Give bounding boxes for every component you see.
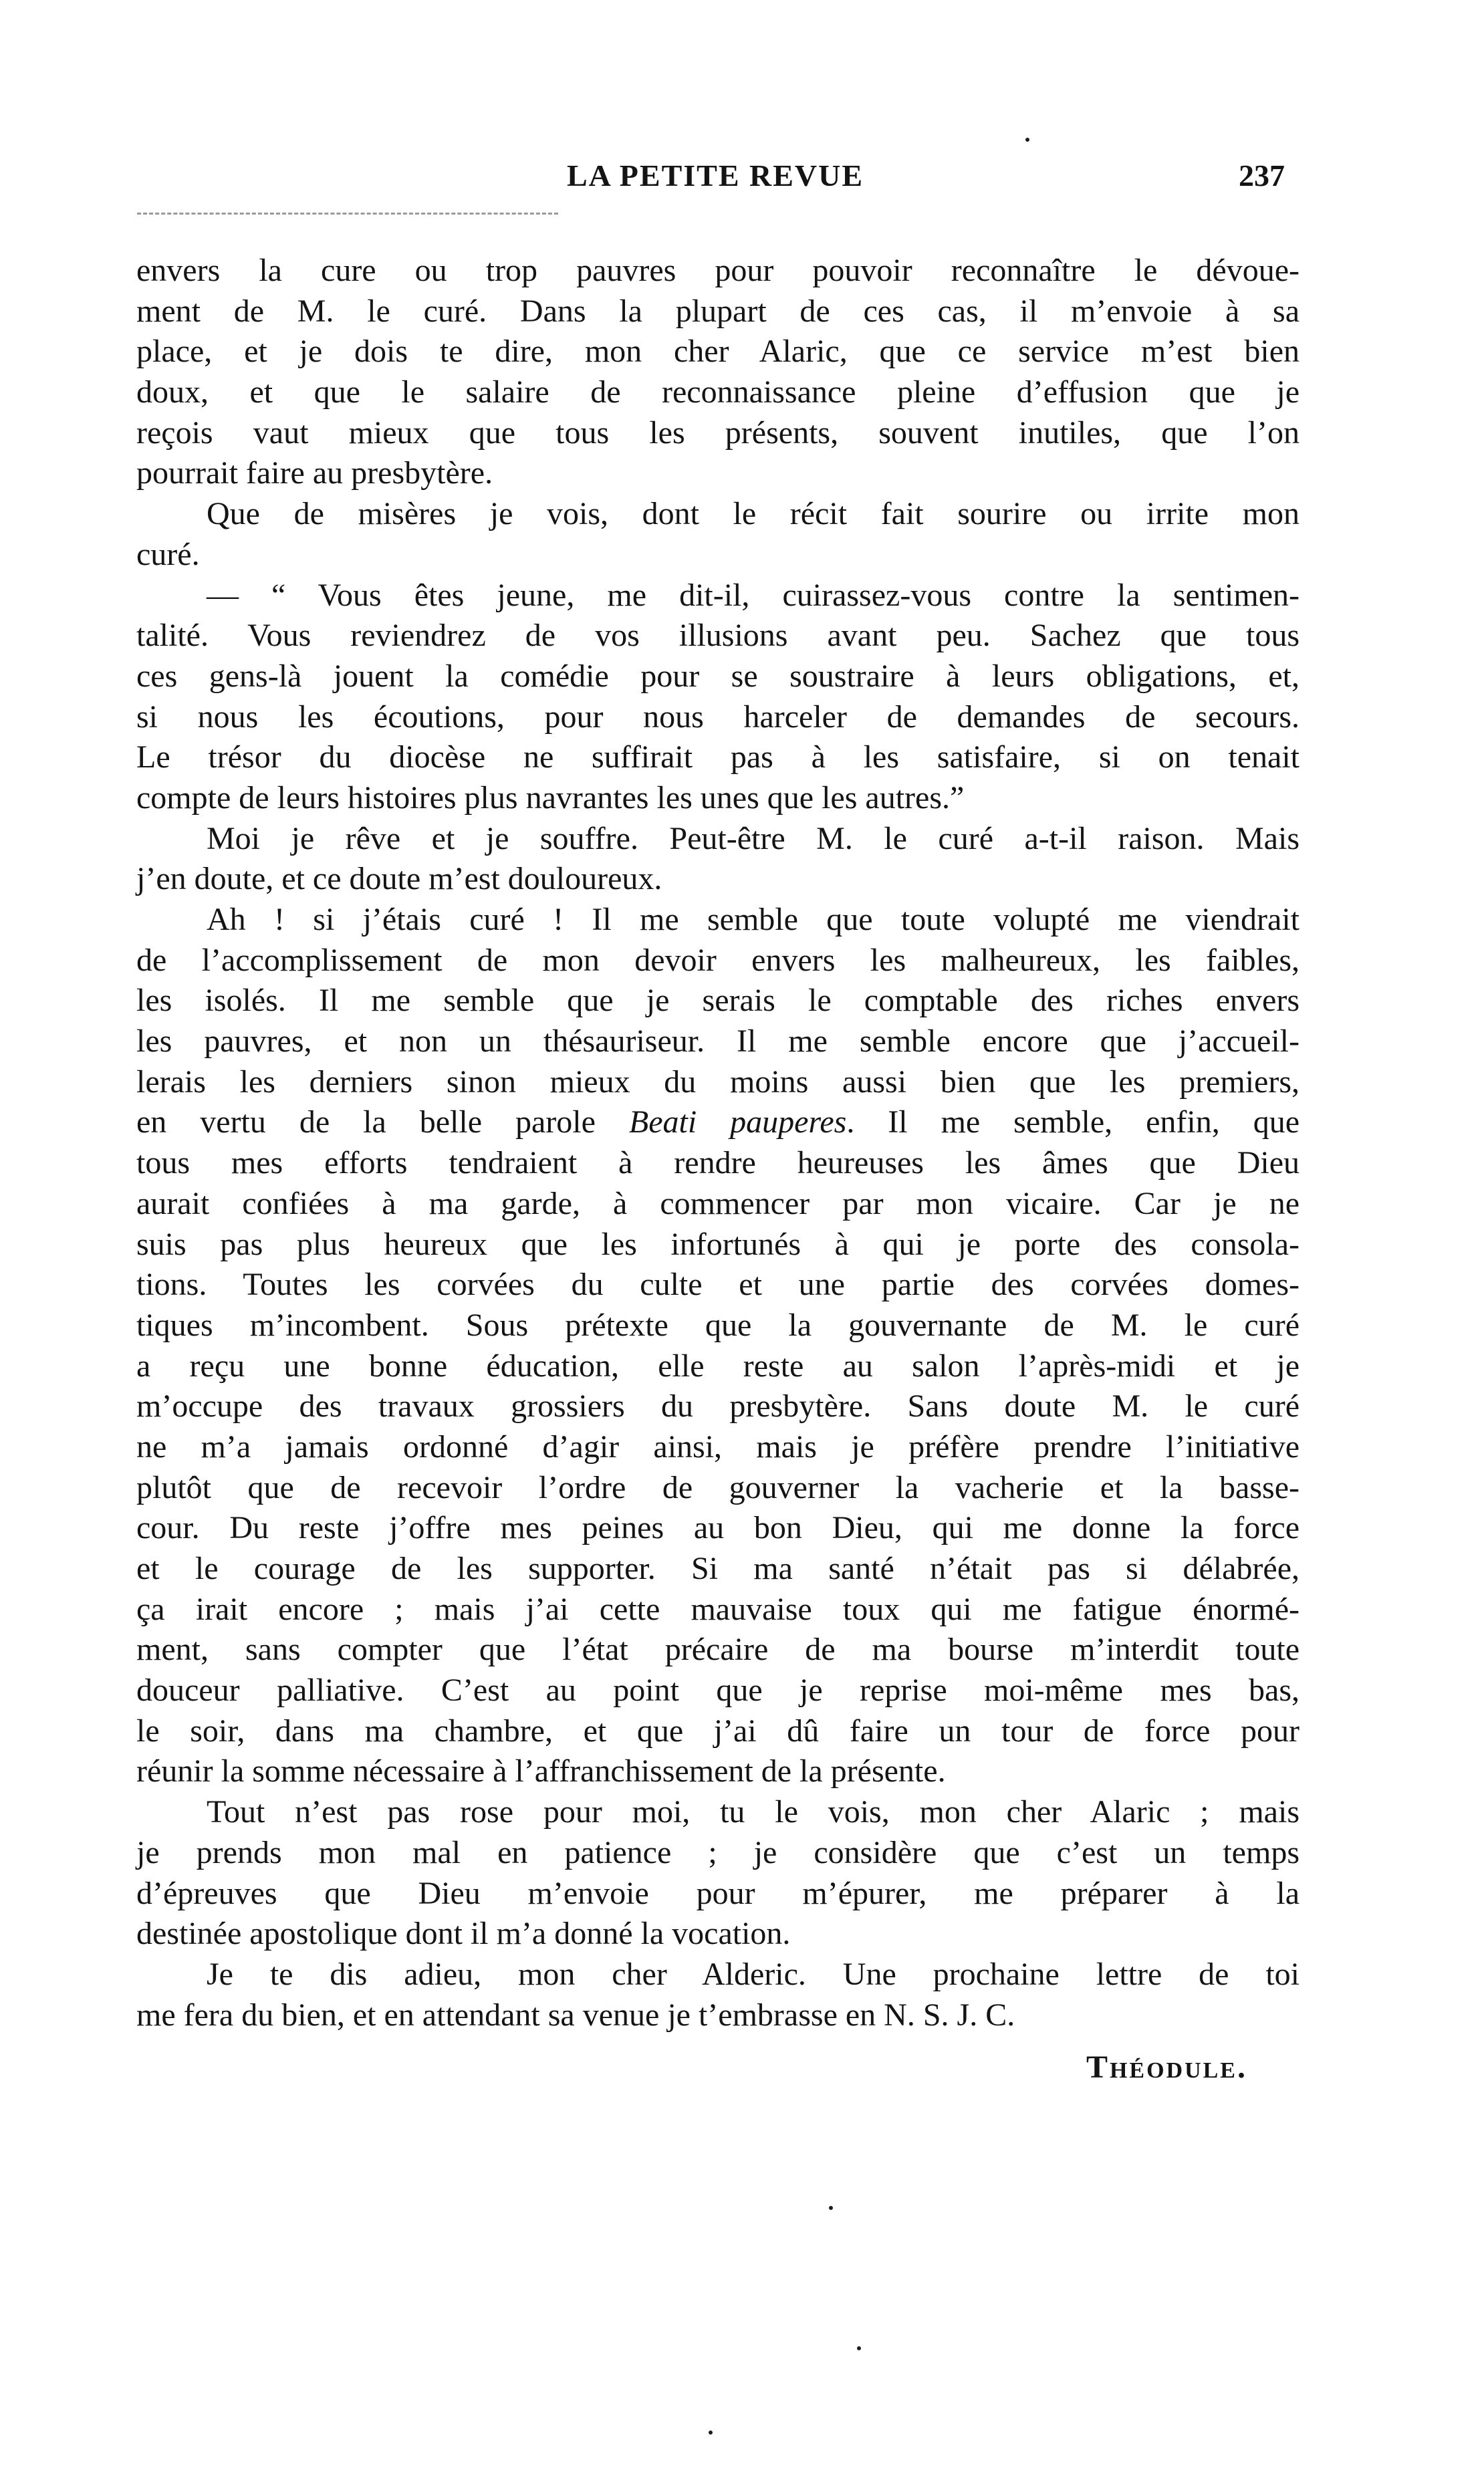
- text-line: Ah ! si j’étais curé ! Il me semble que toute volupté me viendrait: [207, 902, 1300, 937]
- latin-phrase: Beati pauperes: [628, 1104, 847, 1140]
- text-line: en vertu de la belle parole Beati pauperes. Il me semble, enfin, que: [136, 1104, 1300, 1140]
- print-speck: [709, 2431, 713, 2435]
- print-speck: [829, 2206, 833, 2210]
- text-line: doux, et que le salaire de reconnaissance pleine d’effusion que je: [136, 374, 1300, 410]
- text-line: curé.: [136, 536, 200, 572]
- text-line: ça irait encore ; mais j’ai cette mauvaise toux qui me fatigue énormé-: [136, 1591, 1300, 1627]
- text-line: réunir la somme nécessaire à l’affranchissement de la présente.: [136, 1753, 946, 1789]
- print-speck: [857, 2346, 861, 2350]
- text-line: et le courage de les supporter. Si ma santé n’était pas si délabrée,: [136, 1551, 1300, 1586]
- text-line: les isolés. Il me semble que je serais le comptable des riches envers: [136, 983, 1300, 1019]
- page-number: 237: [1239, 158, 1285, 193]
- print-speck: [1025, 138, 1029, 142]
- text-line: talité. Vous reviendrez de vos illusions avant peu. Sachez que tous: [136, 618, 1300, 654]
- text-line: pourrait faire au presbytère.: [136, 455, 493, 491]
- text-line: destinée apostolique dont il m’a donné la vocation.: [136, 1916, 791, 1952]
- text-line: cour. Du reste j’offre mes peines au bon Dieu, qui me donne la force: [136, 1510, 1300, 1546]
- text-line: d’épreuves que Dieu m’envoie pour m’épurer, me préparer à la: [136, 1875, 1300, 1911]
- running-title: LA PETITE REVUE: [566, 158, 864, 193]
- text-line: m’occupe des travaux grossiers du presbytère. Sans doute M. le curé: [136, 1388, 1300, 1424]
- text-line: les pauvres, et non un thésauriseur. Il me semble encore que j’accueil-: [136, 1023, 1300, 1060]
- text-line: tous mes efforts tendraient à rendre heureuses les âmes que Dieu: [136, 1145, 1300, 1181]
- text-line: ment, sans compter que l’état précaire de ma bourse m’interdit toute: [136, 1632, 1300, 1668]
- text-line: j’en doute, et ce doute m’est douloureux.: [136, 861, 662, 897]
- text-line: Tout n’est pas rose pour moi, tu le vois, mon cher Alaric ; mais: [207, 1794, 1300, 1830]
- text-line: a reçu une bonne éducation, elle reste au salon l’après-midi et je: [136, 1348, 1300, 1384]
- text-line: tiques m’incombent. Sous prétexte que la gouvernante de M. le curé: [136, 1307, 1300, 1343]
- text-line: Que de misères je vois, dont le récit fait sourire ou irrite mon: [207, 496, 1300, 532]
- text-line: si nous les écoutions, pour nous harceler de demandes de secours.: [136, 699, 1300, 735]
- running-header: [134, 158, 1297, 198]
- text-line: ment de M. le curé. Dans la plupart de ces cas, il m’envoie à sa: [136, 293, 1300, 329]
- text-line: tions. Toutes les corvées du culte et une partie des corvées domes-: [136, 1267, 1300, 1303]
- text-line: me fera du bien, et en attendant sa venue je t’embrasse en N. S. J. C.: [136, 1997, 1015, 2033]
- text-line: de l’accomplissement de mon devoir envers les malheureux, les faibles,: [136, 942, 1300, 978]
- text-line: ne m’a jamais ordonné d’agir ainsi, mais je préfère prendre l’initiative: [136, 1428, 1300, 1465]
- text-line: ces gens-là jouent la comédie pour se soustraire à leurs obligations, et,: [136, 658, 1300, 694]
- signature: Théodule.: [1086, 2049, 1247, 2086]
- text-line: lerais les derniers sinon mieux du moins aussi bien que les premiers,: [136, 1064, 1300, 1100]
- text-line: envers la cure ou trop pauvres pour pouvoir reconnaître le dévoue-: [136, 253, 1300, 288]
- text-line: Moi je rêve et je souffre. Peut-être M. le curé a-t-il raison. Mais: [207, 820, 1300, 856]
- text-line: Le trésor du diocèse ne suffirait pas à les satisfaire, si on tenait: [136, 739, 1300, 775]
- body-text: [136, 251, 1300, 2088]
- text-line: reçois vaut mieux que tous les présents, souvent inutiles, que l’on: [136, 414, 1300, 451]
- text-line: douceur palliative. C’est au point que je reprise moi-même mes bas,: [136, 1672, 1300, 1709]
- text-line: aurait confiées à ma garde, à commencer par mon vicaire. Car je ne: [136, 1185, 1300, 1221]
- text-line: plutôt que de recevoir l’ordre de gouverner la vacherie et la basse-: [136, 1469, 1300, 1505]
- text-line: suis pas plus heureux que les infortunés à qui je porte des consola-: [136, 1226, 1300, 1262]
- text-line: — “ Vous êtes jeune, me dit-il, cuirassez-vous contre la sentimen-: [207, 577, 1300, 613]
- header-rule: [137, 213, 558, 215]
- text-line: le soir, dans ma chambre, et que j’ai dû faire un tour de force pour: [136, 1713, 1300, 1749]
- text-line: je prends mon mal en patience ; je considère que c’est un temps: [136, 1834, 1300, 1870]
- text-line: Je te dis adieu, mon cher Alderic. Une prochaine lettre de toi: [207, 1956, 1300, 1992]
- text-line: compte de leurs histoires plus navrantes les unes que les autres.”: [136, 779, 965, 816]
- text-line: place, et je dois te dire, mon cher Alaric, que ce service m’est bien: [136, 334, 1300, 370]
